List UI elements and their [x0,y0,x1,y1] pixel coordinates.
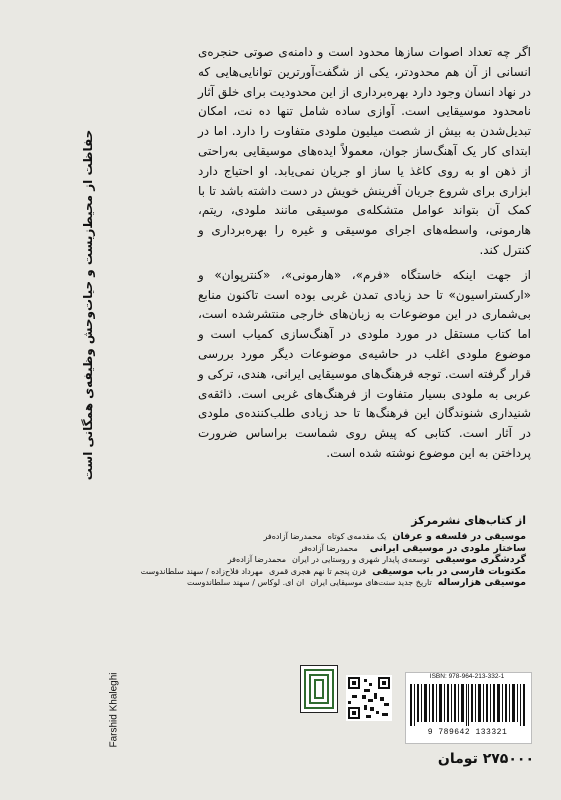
book-subtitle: یک مقدمه‌ی کوتاه [327,532,387,541]
publisher-logo [300,665,338,713]
book-author: محمدرضا آزاده‌فر [299,543,358,553]
book-subtitle: تاریخ جدید سنت‌های موسیقایی ایران [310,578,432,587]
price-label: ۲۷۵۰۰۰ تومان [437,751,534,767]
publisher-logo-icon [301,666,337,712]
blurb-paragraph: از جهت اینکه خاستگاه «فرم»، «هارمونی»، «کنترپوان» و «ارکستراسیون» تا حد زیادی تمدن غربی بوده است تاکنون منابع بی‌شماری در این موضوعات به زبان‌های خارجی منتشرشده است، اما کتاب مستقل در مورد ملودی در آهنگ‌سازی کمیاب است و موضوع ملودی اغلب در حاشیه‌ی موضوعات دیگر مورد بررسی قرار گرفته است. توجه فرهنگ‌های موسیقایی ایرانی، هندی، ترکی و عربی به ملودی بسیار متفاوت از فرهنگ‌های غربی است. ذائقه‌ی شنیداری شنوندگان این فرهنگ‌ها تا حد زیادی طلب‌کننده‌ی ملودی در آثار است. کتابی که پیش روی شماست براساس ضرورت پرداختن به این موضوع نوشته شده است. [198,267,531,460]
book-subtitle: قرن پنجم تا نهم هجری قمری [269,566,367,576]
booklist-title: از کتاب‌های نشرمرکز [411,514,526,527]
book-author: محمدرضا آزاده‌فر [227,555,286,564]
designer-credit: Farshid Khaleghi [108,672,120,748]
barcode-bars-icon [410,684,525,726]
book-author: محمدرضا آزاده‌فر [263,532,322,541]
qr-code [346,675,392,721]
book-title: گردشگری موسیقی [435,554,526,565]
qr-code-icon [346,675,392,721]
back-cover-blurb [198,43,531,464]
barcode-digits: 9 789642 133321 [427,728,508,737]
isbn-number: ISBN: 978-964-213-332-1 [429,673,505,680]
book-author: مهرداد فلاح‌زاده / سهند سلطاندوست [140,566,264,576]
book-title: ساختار ملودی در موسیقی ایرانی [369,542,526,554]
blurb-paragraph: اگر چه تعداد اصوات سازها محدود است و دامنه‌ی صوتی حنجره‌ی انسانی از آن هم محدودتر، یکی از شگفت‌آورترین توانایی‌هایی که در نهاد انسان وجود دارد بهره‌برداری از این محدودیت برای خلق آثار نامحدود موسیقایی است. آوازی ساده شامل تنها ده نت، امکان تبدیل‌شدن به بیش از شصت میلیون ملودی متفاوت را دارد. اما در ابتدای کار یک آهنگ‌ساز جوان، معمولاً ایده‌های موسیقایی به‌راحتی از ذهن او به روی کاغذ یا ساز او جریان نمی‌یابد. او احتیاج دارد ابزاری برای شروع جریان آفرینش خویش در دست داشته باشد تا با کمک آن بتواند عوامل متشکله‌ی موسیقی مانند ملودی، ریتم، هارمونی، واسطه‌های اجرای موسیقی و غیره را بهره‌برداری و کنترل کند. [198,45,531,257]
booklist-item [186,577,526,589]
spine-slogan: حفاظت از محیط‌زیست و حیات‌وحش وظیفه‌ی همگانی است [81,129,95,481]
book-subtitle: توسعه‌ی پایدار شهری و روستایی در ایران [291,555,430,564]
book-title: موسیقی هزارساله [437,577,526,588]
booklist-item [140,565,526,578]
publisher-booklist [140,514,526,589]
book-title: موسیقی در فلسفه و عرفان [392,531,526,542]
book-author: ان ای. لوکاس / سهند سلطاندوست [186,578,305,587]
booklist-item [190,554,526,566]
booklist-item [190,543,526,555]
book-title: مکتوبات فارسی در باب موسیقی [372,565,526,577]
booklist-item [190,531,526,543]
